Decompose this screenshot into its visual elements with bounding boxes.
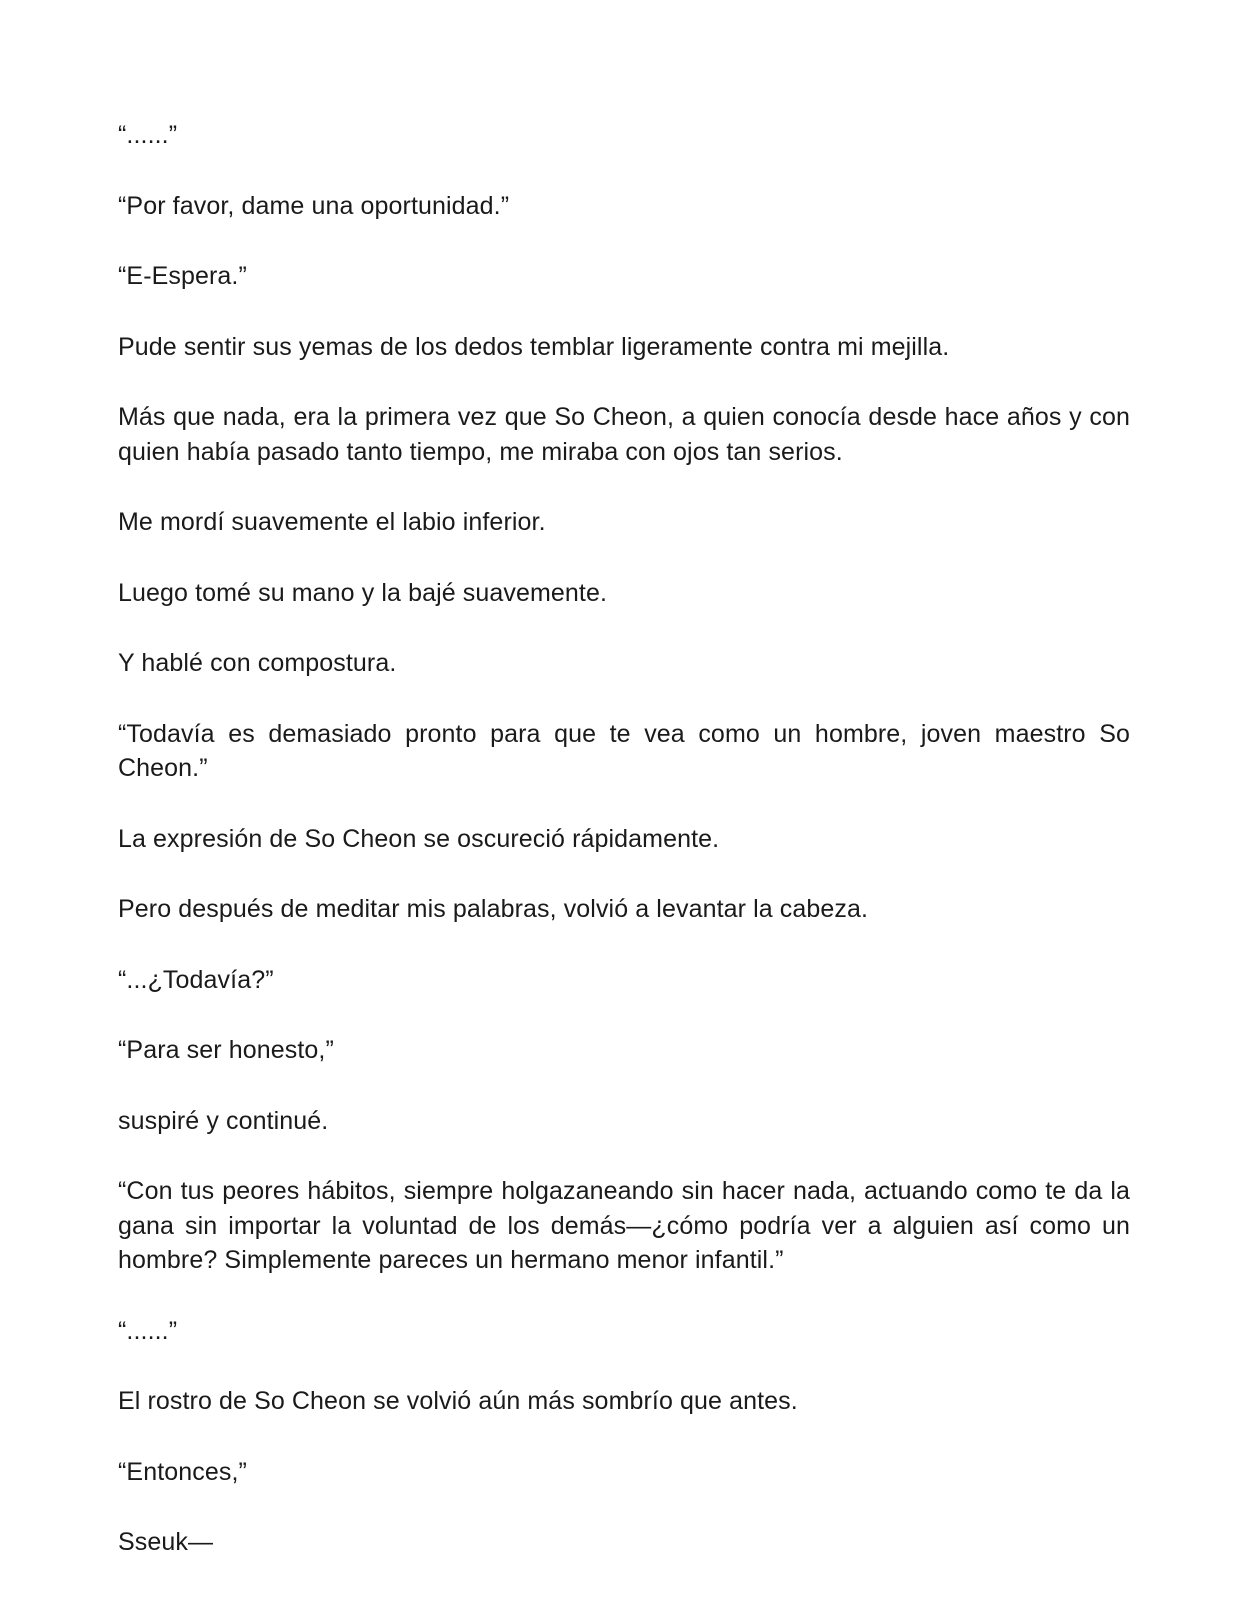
paragraph-6: Me mordí suavemente el labio inferior. — [118, 508, 546, 536]
paragraph-2: “Por favor, dame una oportunidad.” — [118, 191, 510, 220]
paragraph-18: “Entonces,” — [118, 1457, 247, 1486]
paragraph-1: “......” — [118, 121, 178, 149]
paragraph-14: suspiré y continué. — [118, 1106, 329, 1135]
document-body — [118, 118, 1130, 1596]
paragraph-19: Sseuk— — [118, 1528, 214, 1556]
paragraph-11: Pero después de meditar mis palabras, volvió a levantar la cabeza. — [118, 895, 869, 923]
paragraph-3: “E-Espera.” — [118, 262, 247, 290]
paragraph-8: Y hablé con compostura. — [118, 649, 397, 677]
paragraph-7: Luego tomé su mano y la bajé suavemente. — [118, 578, 608, 607]
paragraph-5: Más que nada, era la primera vez que So Cheon, a quien conocía desde hace años y con quien había pasado tanto tiempo, me miraba con ojos tan serios. — [118, 403, 1130, 466]
paragraph-15: “Con tus peores hábitos, siempre holgazaneando sin hacer nada, actuando como te da la gana sin importar la voluntad de los demás—¿cómo podría ver a alguien así como un hombre? Simplemente pareces un hermano menor infantil.” — [118, 1177, 1130, 1274]
paragraph-4: Pude sentir sus yemas de los dedos temblar ligeramente contra mi mejilla. — [118, 332, 950, 361]
paragraph-13: “Para ser honesto,” — [118, 1036, 334, 1064]
paragraph-10: La expresión de So Cheon se oscureció rápidamente. — [118, 824, 720, 853]
paragraph-12: “...¿Todavía?” — [118, 965, 274, 994]
paragraph-17: El rostro de So Cheon se volvió aún más sombrío que antes. — [118, 1387, 798, 1415]
paragraph-16: “......” — [118, 1316, 178, 1345]
paragraph-9: “Todavía es demasiado pronto para que te vea como un hombre, joven maestro So Cheon.” — [118, 719, 1130, 782]
